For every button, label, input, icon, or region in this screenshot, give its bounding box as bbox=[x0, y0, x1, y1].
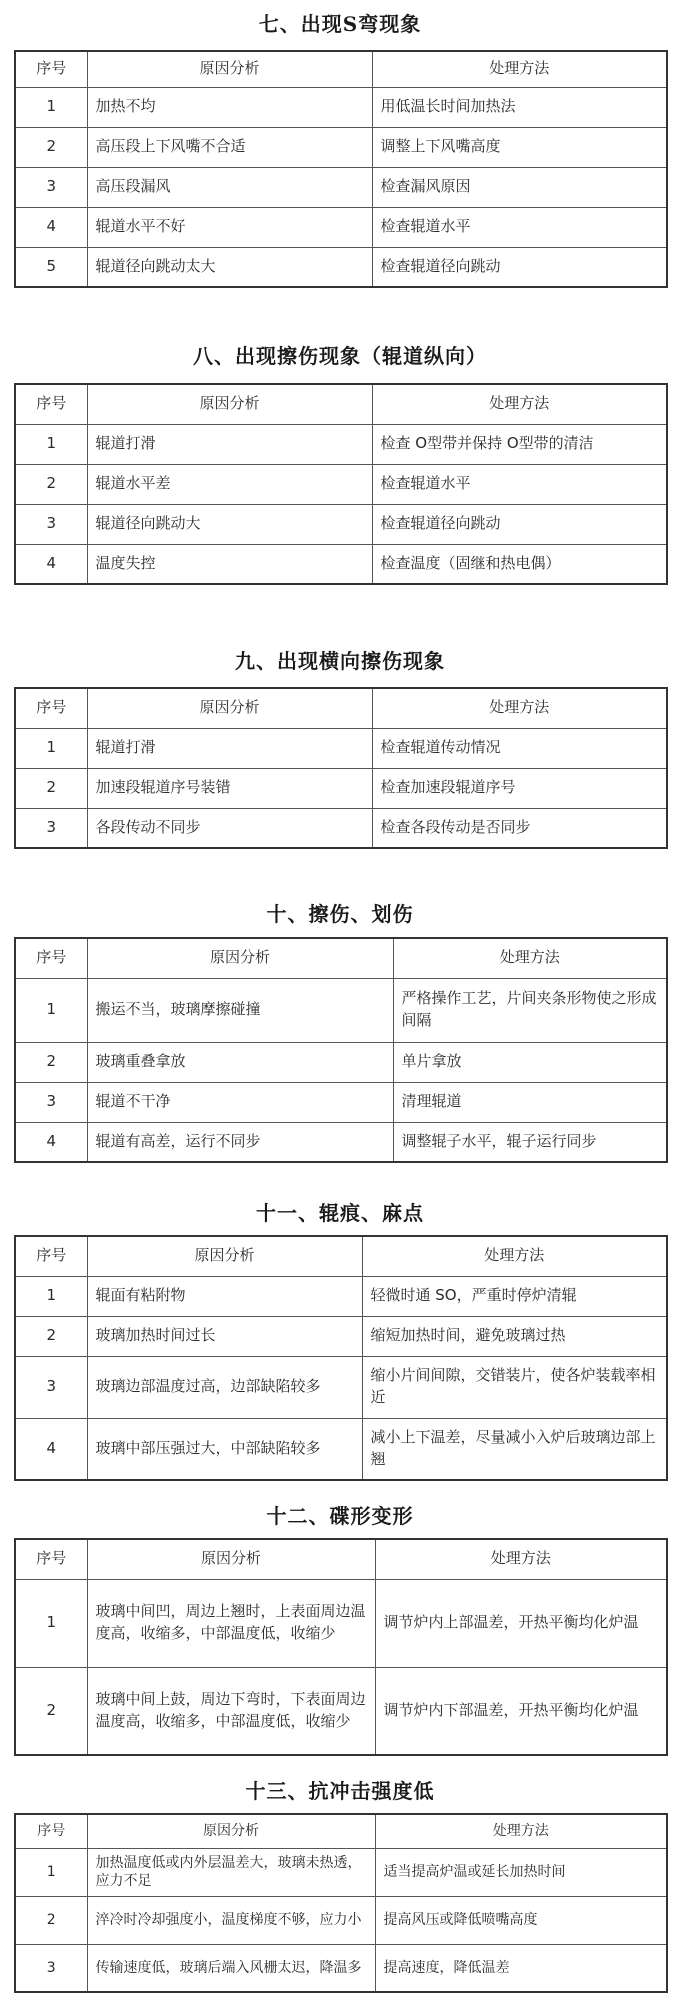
row-cause: 辊道打滑 bbox=[87, 728, 372, 768]
header-no: 序号 bbox=[15, 384, 87, 424]
row-cause: 辊道径向跳动太大 bbox=[87, 247, 372, 287]
row-method: 提高速度，降低温差 bbox=[375, 1944, 667, 1992]
table-row bbox=[15, 247, 667, 287]
header-method: 处理方法 bbox=[362, 1236, 667, 1276]
row-no: 2 bbox=[15, 1896, 87, 1944]
row-no: 2 bbox=[15, 127, 87, 167]
table-row bbox=[15, 504, 667, 544]
section-title: 十一、辊痕、麻点 bbox=[256, 1201, 424, 1225]
row-method: 缩短加热时间，避免玻璃过热 bbox=[362, 1316, 667, 1356]
table-row bbox=[15, 1944, 667, 1992]
table-row bbox=[15, 1042, 667, 1082]
row-no: 4 bbox=[15, 544, 87, 584]
row-method: 检查辊道水平 bbox=[372, 207, 667, 247]
row-no: 3 bbox=[15, 504, 87, 544]
header-row bbox=[15, 1539, 667, 1579]
row-no: 4 bbox=[15, 1122, 87, 1162]
header-method: 处理方法 bbox=[372, 51, 667, 87]
section-title: 七、出现S弯现象 bbox=[258, 12, 422, 36]
row-method: 用低温长时间加热法 bbox=[372, 87, 667, 127]
table-row bbox=[15, 424, 667, 464]
row-no: 4 bbox=[15, 207, 87, 247]
header-row bbox=[15, 1814, 667, 1848]
row-method: 清理辊道 bbox=[393, 1082, 667, 1122]
row-no: 3 bbox=[15, 1356, 87, 1418]
row-cause: 辊道水平差 bbox=[87, 464, 372, 504]
table-row bbox=[15, 728, 667, 768]
header-no: 序号 bbox=[15, 1236, 87, 1276]
row-no: 1 bbox=[15, 728, 87, 768]
row-cause: 玻璃加热时间过长 bbox=[87, 1316, 362, 1356]
table-row bbox=[15, 544, 667, 584]
table-row bbox=[15, 768, 667, 808]
row-cause: 高压段漏风 bbox=[87, 167, 372, 207]
table-row bbox=[15, 1082, 667, 1122]
row-no: 5 bbox=[15, 247, 87, 287]
row-cause: 高压段上下风嘴不合适 bbox=[87, 127, 372, 167]
row-method: 缩小片间间隙，交错装片，使各炉装载率相近 bbox=[362, 1356, 667, 1418]
row-method: 检查辊道水平 bbox=[372, 464, 667, 504]
row-method: 单片拿放 bbox=[393, 1042, 667, 1082]
row-no: 2 bbox=[15, 768, 87, 808]
row-cause: 淬冷时冷却强度小，温度梯度不够，应力小 bbox=[87, 1896, 375, 1944]
row-cause: 温度失控 bbox=[87, 544, 372, 584]
header-method: 处理方法 bbox=[372, 688, 667, 728]
row-method: 轻微时通 SO，严重时停炉清辊 bbox=[362, 1276, 667, 1316]
table-row bbox=[15, 127, 667, 167]
row-cause: 传输速度低，玻璃后端入风栅太迟，降温多 bbox=[87, 1944, 375, 1992]
row-method: 检查温度（固继和热电偶） bbox=[372, 544, 667, 584]
header-no: 序号 bbox=[15, 1539, 87, 1579]
table-row bbox=[15, 1848, 667, 1896]
header-cause: 原因分析 bbox=[87, 688, 372, 728]
cause-table bbox=[14, 50, 668, 288]
row-cause: 辊道径向跳动大 bbox=[87, 504, 372, 544]
row-method: 严格操作工艺，片间夹条形物使之形成间隔 bbox=[393, 978, 667, 1042]
table-row bbox=[15, 808, 667, 848]
row-cause: 加热温度低或内外层温差大，玻璃未热透，应力不足 bbox=[87, 1848, 375, 1896]
row-no: 4 bbox=[15, 1418, 87, 1480]
row-no: 2 bbox=[15, 1042, 87, 1082]
row-no: 3 bbox=[15, 1082, 87, 1122]
header-cause: 原因分析 bbox=[87, 1539, 375, 1579]
table-row bbox=[15, 1579, 667, 1667]
header-no: 序号 bbox=[15, 688, 87, 728]
row-no: 2 bbox=[15, 464, 87, 504]
header-row bbox=[15, 688, 667, 728]
row-cause: 辊道不干净 bbox=[87, 1082, 393, 1122]
row-method: 调节炉内下部温差，开热平衡均化炉温 bbox=[375, 1667, 667, 1755]
section-title: 八、出现擦伤现象（辊道纵向） bbox=[193, 344, 487, 368]
row-method: 调整上下风嘴高度 bbox=[372, 127, 667, 167]
row-method: 适当提高炉温或延长加热时间 bbox=[375, 1848, 667, 1896]
row-cause: 辊道水平不好 bbox=[87, 207, 372, 247]
section-title: 十、擦伤、划伤 bbox=[266, 902, 414, 926]
table-row bbox=[15, 1276, 667, 1316]
row-no: 1 bbox=[15, 87, 87, 127]
table-row bbox=[15, 1896, 667, 1944]
row-cause: 玻璃中部压强过大，中部缺陷较多 bbox=[87, 1418, 362, 1480]
header-cause: 原因分析 bbox=[87, 1236, 362, 1276]
header-cause: 原因分析 bbox=[87, 1814, 375, 1848]
row-no: 1 bbox=[15, 1276, 87, 1316]
table-row bbox=[15, 978, 667, 1042]
row-no: 1 bbox=[15, 424, 87, 464]
row-method: 检查加速段辊道序号 bbox=[372, 768, 667, 808]
row-cause: 加热不均 bbox=[87, 87, 372, 127]
table-row bbox=[15, 464, 667, 504]
table-row bbox=[15, 87, 667, 127]
table-row bbox=[15, 167, 667, 207]
header-method: 处理方法 bbox=[375, 1539, 667, 1579]
cause-table bbox=[14, 1538, 668, 1756]
header-no: 序号 bbox=[15, 51, 87, 87]
cause-table bbox=[14, 937, 668, 1163]
row-method: 检查辊道径向跳动 bbox=[372, 504, 667, 544]
row-cause: 各段传动不同步 bbox=[87, 808, 372, 848]
row-method: 检查辊道径向跳动 bbox=[372, 247, 667, 287]
row-method: 调节炉内上部温差，开热平衡均化炉温 bbox=[375, 1579, 667, 1667]
row-cause: 辊道打滑 bbox=[87, 424, 372, 464]
row-no: 2 bbox=[15, 1316, 87, 1356]
header-row bbox=[15, 384, 667, 424]
row-cause: 玻璃重叠拿放 bbox=[87, 1042, 393, 1082]
row-no: 2 bbox=[15, 1667, 87, 1755]
section-title: 十三、抗冲击强度低 bbox=[245, 1779, 435, 1803]
header-row bbox=[15, 938, 667, 978]
header-no: 序号 bbox=[15, 938, 87, 978]
row-method: 检查漏风原因 bbox=[372, 167, 667, 207]
row-no: 3 bbox=[15, 167, 87, 207]
header-row bbox=[15, 1236, 667, 1276]
row-no: 1 bbox=[15, 1579, 87, 1667]
header-no: 序号 bbox=[15, 1814, 87, 1848]
row-cause: 搬运不当，玻璃摩擦碰撞 bbox=[87, 978, 393, 1042]
header-method: 处理方法 bbox=[375, 1814, 667, 1848]
section-title: 九、出现横向擦伤现象 bbox=[235, 649, 445, 673]
row-cause: 玻璃中间上鼓，周边下弯时，下表面周边温度高，收缩多，中部温度低，收缩少 bbox=[87, 1667, 375, 1755]
row-method: 检查 O型带并保持 O型带的清洁 bbox=[372, 424, 667, 464]
cause-table bbox=[14, 1813, 668, 1993]
row-no: 3 bbox=[15, 808, 87, 848]
row-cause: 辊面有粘附物 bbox=[87, 1276, 362, 1316]
header-row bbox=[15, 51, 667, 87]
header-method: 处理方法 bbox=[393, 938, 667, 978]
header-cause: 原因分析 bbox=[87, 384, 372, 424]
row-method: 检查辊道传动情况 bbox=[372, 728, 667, 768]
cause-table bbox=[14, 687, 668, 849]
header-method: 处理方法 bbox=[372, 384, 667, 424]
row-cause: 加速段辊道序号装错 bbox=[87, 768, 372, 808]
table-row bbox=[15, 1356, 667, 1418]
row-method: 减小上下温差，尽量减小入炉后玻璃边部上翘 bbox=[362, 1418, 667, 1480]
header-cause: 原因分析 bbox=[87, 51, 372, 87]
row-cause: 玻璃边部温度过高，边部缺陷较多 bbox=[87, 1356, 362, 1418]
row-no: 1 bbox=[15, 1848, 87, 1896]
table-row bbox=[15, 1122, 667, 1162]
row-method: 提高风压或降低喷嘴高度 bbox=[375, 1896, 667, 1944]
table-row bbox=[15, 1667, 667, 1755]
table-row bbox=[15, 207, 667, 247]
row-cause: 玻璃中间凹，周边上翘时，上表面周边温度高，收缩多，中部温度低，收缩少 bbox=[87, 1579, 375, 1667]
row-method: 调整辊子水平，辊子运行同步 bbox=[393, 1122, 667, 1162]
row-method: 检查各段传动是否同步 bbox=[372, 808, 667, 848]
table-row bbox=[15, 1316, 667, 1356]
cause-table bbox=[14, 383, 668, 585]
row-no: 1 bbox=[15, 978, 87, 1042]
cause-table bbox=[14, 1235, 668, 1481]
row-cause: 辊道有高差，运行不同步 bbox=[87, 1122, 393, 1162]
section-title: 十二、碟形变形 bbox=[266, 1504, 414, 1528]
row-no: 3 bbox=[15, 1944, 87, 1992]
header-cause: 原因分析 bbox=[87, 938, 393, 978]
table-row bbox=[15, 1418, 667, 1480]
